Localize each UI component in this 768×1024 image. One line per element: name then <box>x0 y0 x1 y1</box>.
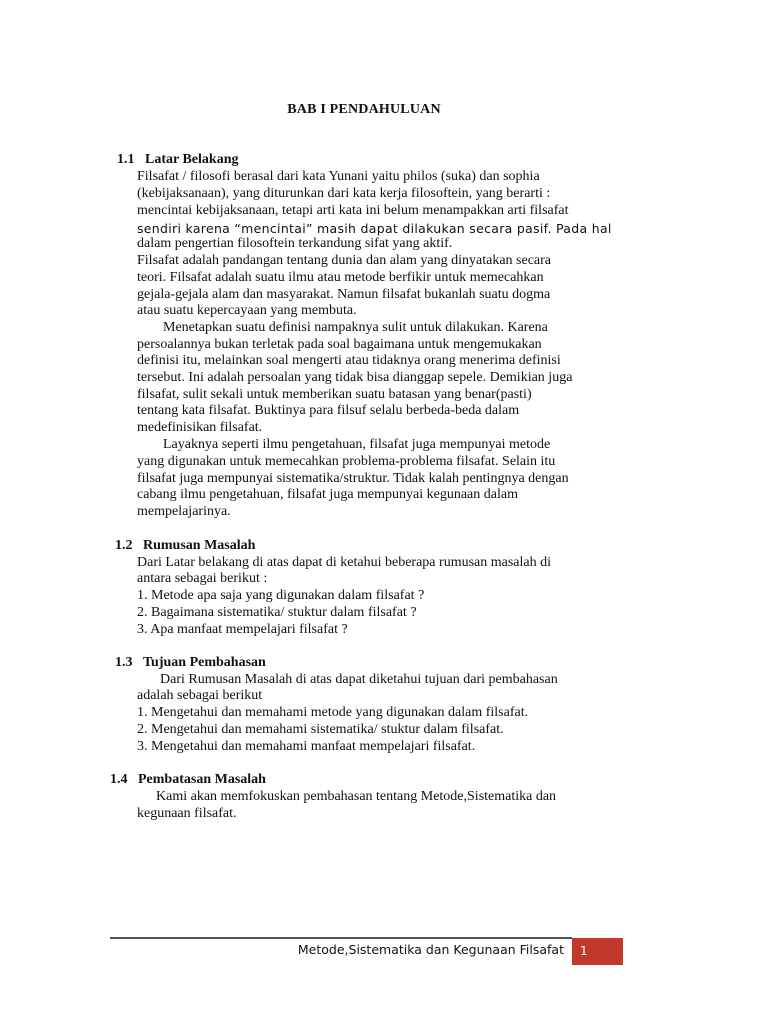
paragraph-line: Filsafat / filosofi berasal dari kata Yunani yaitu philos (suka) dan sophia <box>137 169 540 184</box>
paragraph-line: yang digunakan untuk memecahkan problema-problema filsafat. Selain itu <box>137 454 556 469</box>
footer-running-title: Metode,Sistematika dan Kegunaan Filsafat <box>297 942 564 957</box>
paragraph-line: (kebijaksanaan), yang diturunkan dari kata kerja filosoftein, yang berarti : <box>137 186 551 201</box>
paragraph-line: persoalannya bukan terletak pada soal bagaimana untuk mengemukakan <box>137 337 542 352</box>
paragraph-line: mencintai kebijaksanaan, tetapi arti kata ini belum menampakkan arti filsafat <box>137 203 569 218</box>
paragraph-line: atau suatu kepercayaan yang membuta. <box>137 303 357 318</box>
paragraph-line: adalah sebagai berikut <box>137 688 263 703</box>
list-item: 2. Bagaimana sistematika/ stuktur dalam filsafat ? <box>137 605 417 620</box>
chapter-title: BAB I PENDAHULUAN <box>287 102 441 117</box>
paragraph-line: definisi itu, melainkan soal mengerti atau tidaknya orang menerima definisi <box>137 353 561 368</box>
section-title: Pembatasan Masalah <box>138 772 266 787</box>
paragraph-line: kegunaan filsafat. <box>137 806 237 821</box>
paragraph-line: filsafat juga mempunyai sistematika/struktur. Tidak kalah pentingnya dengan <box>137 471 569 486</box>
section-number: 1.4 <box>110 772 128 787</box>
paragraph-line: sendiri karena “mencintai” masih dapat dilakukan secara pasif. Pada hal <box>137 221 612 236</box>
section-heading-latar-belakang <box>117 152 238 168</box>
section-title: Rumusan Masalah <box>143 538 256 553</box>
list-item: 1. Metode apa saja yang digunakan dalam filsafat ? <box>137 588 425 603</box>
page-number-badge: 1 <box>572 938 623 965</box>
section-number: 1.3 <box>115 655 133 670</box>
section-title: Latar Belakang <box>145 152 239 167</box>
section-heading-pembatasan-masalah <box>110 772 266 788</box>
list-item: 3. Apa manfaat mempelajari filsafat ? <box>137 622 348 637</box>
list-item: 2. Mengetahui dan memahami sistematika/ stuktur dalam filsafat. <box>137 722 504 737</box>
paragraph-line: Dari Latar belakang di atas dapat di ketahui beberapa rumusan masalah di <box>137 555 551 570</box>
paragraph-line: Dari Rumusan Masalah di atas dapat diketahui tujuan dari pembahasan <box>160 672 558 687</box>
section-heading-tujuan-pembahasan <box>115 655 266 671</box>
section-number: 1.2 <box>115 538 133 553</box>
section-number: 1.1 <box>117 152 135 167</box>
paragraph-line: cabang ilmu pengetahuan, filsafat juga mempunyai kegunaan dalam <box>137 487 518 502</box>
section-title: Tujuan Pembahasan <box>143 655 266 670</box>
paragraph-line: Menetapkan suatu definisi nampaknya sulit untuk dilakukan. Karena <box>163 320 548 335</box>
paragraph-line: gejala-gejala alam dan masyarakat. Namun filsafat bukanlah suatu dogma <box>137 287 551 302</box>
footer-rule <box>110 937 572 939</box>
list-item: 1. Mengetahui dan memahami metode yang digunakan dalam filsafat. <box>137 705 529 720</box>
list-item: 3. Mengetahui dan memahami manfaat mempelajari filsafat. <box>137 739 476 754</box>
paragraph-line: filsafat, sulit sekali untuk memberikan suatu batasan yang benar(pasti) <box>137 387 532 402</box>
section-heading-rumusan-masalah <box>115 538 255 554</box>
paragraph-line: medefinisikan filsafat. <box>137 420 263 435</box>
paragraph-line: antara sebagai berikut : <box>137 571 268 586</box>
paragraph-line: dalam pengertian filosoftein terkandung sifat yang aktif. <box>137 236 453 251</box>
paragraph-line: tentang kata filsafat. Buktinya para filsuf selalu berbeda-beda dalam <box>137 403 520 418</box>
paragraph-line: Kami akan memfokuskan pembahasan tentang Metode,Sistematika dan <box>156 789 557 804</box>
paragraph-line: teori. Filsafat adalah suatu ilmu atau metode berfikir untuk memecahkan <box>137 270 544 285</box>
paragraph-line: mempelajarinya. <box>137 504 231 519</box>
paragraph-line: Layaknya seperti ilmu pengetahuan, filsafat juga mempunyai metode <box>163 437 551 452</box>
paragraph-line: tersebut. Ini adalah persoalan yang tidak bisa dianggap sepele. Demikian juga <box>137 370 573 385</box>
paragraph-line: Filsafat adalah pandangan tentang dunia dan alam yang dinyatakan secara <box>137 253 551 268</box>
